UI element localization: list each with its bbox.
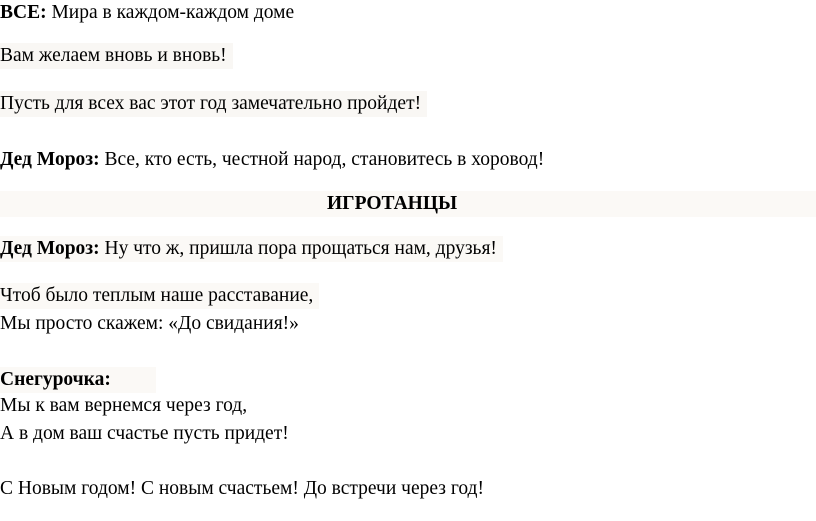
line-9 <box>0 393 253 419</box>
line-3 <box>0 91 427 117</box>
line-text: Мира в каждом-каждом доме <box>46 2 295 23</box>
line-2 <box>0 43 233 69</box>
line-text: А в дом ваш счастье пусть придет! <box>0 423 289 444</box>
section-heading: ИГРОТАНЦЫ <box>327 193 458 214</box>
line-text: Все, кто есть, честной народ, становитесь в хоровод! <box>99 149 545 170</box>
line-text: Мы просто скажем: «До свидания!» <box>0 313 299 334</box>
line-11 <box>0 476 490 502</box>
line-text: Мы к вам вернемся через год, <box>0 395 248 416</box>
speaker-label: Дед Мороз: <box>0 238 100 259</box>
line-4 <box>0 147 550 173</box>
line-text: Пусть для всех вас этот год замечательно пройдет! <box>0 93 422 114</box>
line-7 <box>0 311 305 337</box>
speaker-label: Дед Мороз: <box>0 149 100 170</box>
line-text: Ну что ж, пришла пора прощаться нам, друзья! <box>99 238 497 259</box>
line-text: Чтоб было теплым наше расставание, <box>0 285 314 306</box>
line-6 <box>0 283 319 309</box>
line-text: Вам желаем вновь и вновь! <box>0 45 227 66</box>
line-5 <box>0 236 503 262</box>
speaker-label: ВСЕ: <box>0 2 47 23</box>
line-text: С Новым годом! С новым счастьем! До встречи через год! <box>0 478 484 499</box>
speaker-label: Снегурочка: <box>0 369 111 390</box>
line-1 <box>0 0 300 26</box>
line-10 <box>0 421 295 447</box>
line-8 <box>0 367 156 393</box>
